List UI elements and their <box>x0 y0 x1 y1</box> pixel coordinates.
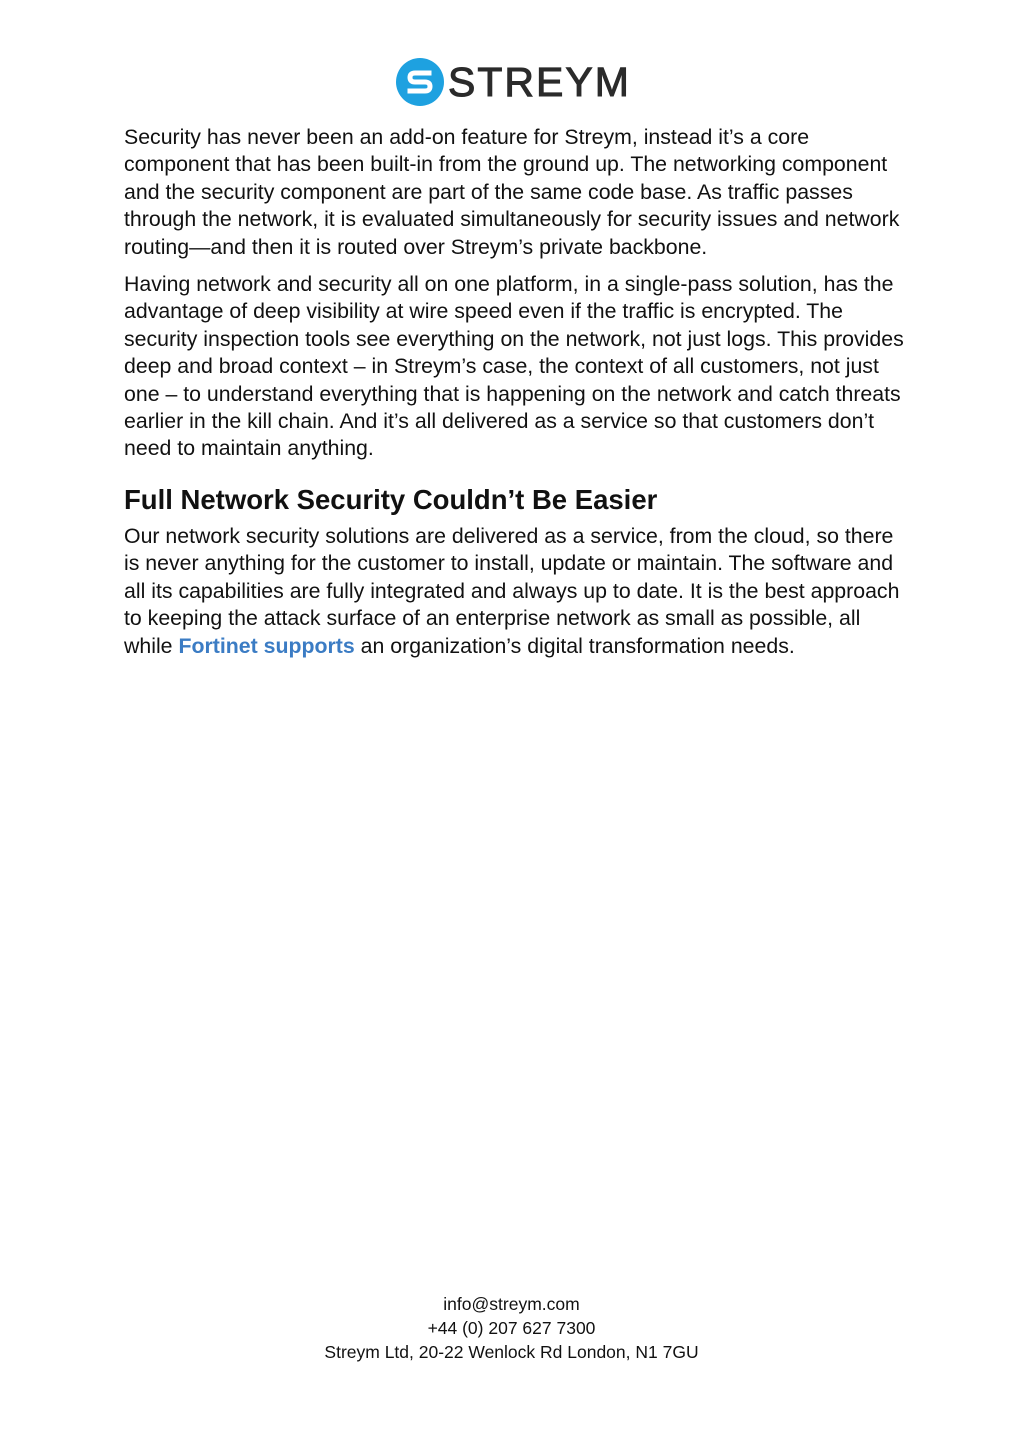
streym-logo <box>396 58 631 106</box>
brand-name: STREYM <box>448 59 631 105</box>
paragraph-intro: Security has never been an add-on feature for Streym, instead it’s a core component that has been built-in from the ground up. The networking component and the security component are part of the same code base. As traffic passes through the network, it is evaluated simultaneously for security issues and network routing—and then it is routed over Streym’s private backbone. <box>124 125 900 259</box>
paragraph-service-text-end: an organization’s digital transformation needs. <box>354 633 795 658</box>
paragraph-platform: Having network and security all on one platform, in a single-pass solution, has the advantage of deep visibility at wire speed even if the traffic is encrypted. The security inspection tools see everything on the network, not just logs. This provides deep and broad context – in Streym’s case, the context of all customers, not just one – to understand everything that is happening on the network and catch threats earlier in the kill chain. And it’s all delivered as a service so that customers don’t need to maintain anything. <box>124 272 904 461</box>
main-content <box>124 124 904 670</box>
footer-address: Streym Ltd, 20-22 Wenlock Rd London, N1 7GU <box>324 1342 699 1362</box>
paragraph-service <box>124 523 904 660</box>
footer <box>0 1292 1023 1364</box>
footer-phone: +44 (0) 207 627 7300 <box>427 1318 596 1338</box>
section-heading: Full Network Security Couldn’t Be Easier <box>124 483 658 515</box>
streym-s-icon <box>396 58 444 106</box>
fortinet-supports-link[interactable]: Fortinet supports <box>178 633 355 658</box>
paragraph-service-text-start: Our network security solutions are delivered as a service, from the cloud, so there is never anything for the customer to install, update or maintain. The software and all its capabilities are fully integrated and always up to date. It is the best approach to keeping the attack surface of an enterprise network as small as possible, all while <box>124 523 900 658</box>
footer-email: info@streym.com <box>443 1294 580 1314</box>
